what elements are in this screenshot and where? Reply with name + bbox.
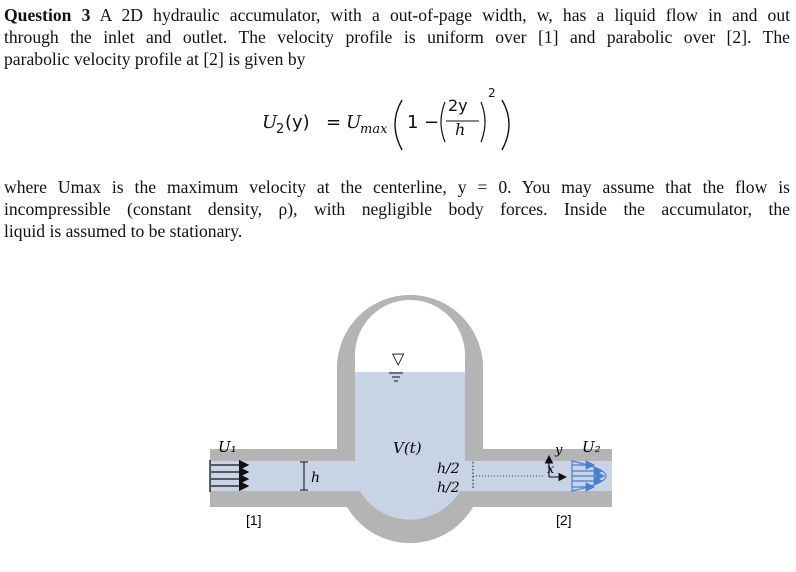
body-line-1: where Umax is the maximum velocity at the centerline, y = 0. You may assume that the flow is bbox=[4, 177, 790, 197]
intro-line-3: parabolic velocity profile at [2] is given by bbox=[4, 49, 306, 69]
intro-line-1: Question 3 A 2D hydraulic accumulator, with a out-of-page width, w, has a liquid flow in and out bbox=[4, 5, 791, 25]
eq-lhs-arg: (y) bbox=[285, 112, 310, 133]
eq-lhs-u: U bbox=[262, 112, 278, 133]
body-line-2: incompressible (constant density, ρ), with negligible body forces. Inside the accumulator, the bbox=[4, 199, 790, 219]
eq-lhs-sub: 2 bbox=[276, 122, 285, 137]
half-height-bottom-label: h/2 bbox=[437, 480, 460, 496]
inlet-velocity-label: U₁ bbox=[218, 438, 237, 456]
section-2-label: [2] bbox=[556, 512, 572, 528]
height-label: h bbox=[311, 470, 321, 486]
eq-rhs-u: U bbox=[346, 112, 362, 133]
free-surface-symbol: ▽ bbox=[392, 349, 405, 368]
x-axis-label: x bbox=[547, 462, 555, 477]
outlet-velocity-label: U₂ bbox=[582, 438, 601, 456]
eq-exponent: 2 bbox=[488, 86, 496, 100]
half-height-top-label: h/2 bbox=[437, 461, 460, 477]
intro-line-2: through the inlet and outlet. The velocity profile is uniform over [1] and parabolic over [2]. The bbox=[4, 27, 790, 47]
eq-minus: − bbox=[424, 112, 440, 133]
volume-label: V(t) bbox=[393, 439, 422, 457]
body-line-3: liquid is assumed to be stationary. bbox=[4, 221, 243, 241]
eq-equals: = bbox=[326, 112, 342, 133]
eq-denominator: h bbox=[455, 120, 466, 139]
section-1-label: [1] bbox=[246, 512, 262, 528]
y-axis-label: y bbox=[555, 443, 563, 458]
eq-numerator: 2y bbox=[448, 96, 468, 115]
eq-one: 1 bbox=[407, 112, 419, 133]
eq-rhs-sub: max bbox=[360, 122, 388, 137]
question-label: Question 3 bbox=[4, 5, 91, 25]
